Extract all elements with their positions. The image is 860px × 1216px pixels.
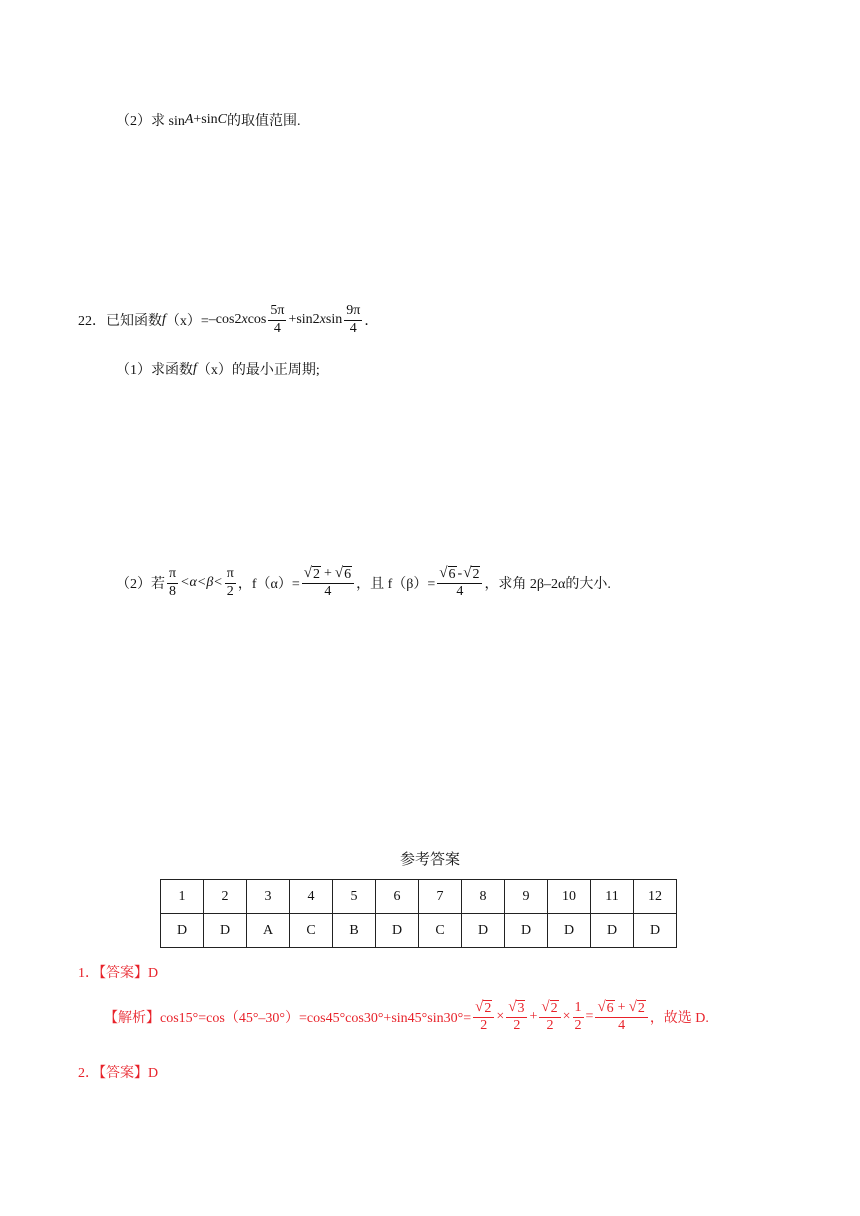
frac-den: 4: [324, 584, 332, 600]
sqrt: √ 2: [541, 999, 558, 1016]
fraction-1-2: [573, 1001, 584, 1033]
sqrt: √ 2: [463, 565, 480, 582]
frac-den: 4: [273, 320, 281, 336]
q22-part1-pre: （1）求函数: [116, 363, 193, 378]
radicand: 2: [484, 1001, 492, 1016]
fraction-5pi-4: [268, 304, 286, 336]
table-row: [161, 914, 677, 948]
fraction-pi-8: [167, 567, 178, 599]
fraction-sqrt2-2: [473, 1000, 494, 1034]
q22-prefix: 22．已知函数: [78, 314, 162, 330]
table-cell-number: 1: [161, 880, 204, 914]
q22-minus-cos: –cos2: [208, 312, 242, 328]
plus-sign: +: [323, 565, 332, 581]
radicand: 6: [344, 567, 352, 582]
sqrt: √ 2: [303, 565, 320, 582]
fraction-9pi-4: [344, 304, 362, 336]
frac-num: [437, 566, 482, 584]
frac-den: 2: [513, 1018, 521, 1034]
table-cell-choice: D: [376, 914, 419, 948]
table-cell-choice: D: [505, 914, 548, 948]
frac-den: 4: [456, 584, 464, 600]
times-sign: ×: [562, 1009, 571, 1025]
fraction-sqrt6-minus-sqrt2: [437, 566, 482, 600]
frac-num: [506, 1000, 527, 1018]
q22-sin: sin: [325, 312, 343, 328]
minus-sign: -: [457, 565, 463, 581]
frac-num: 5π: [268, 304, 286, 321]
radicand: 6: [448, 567, 456, 582]
table-cell-number: 11: [591, 880, 634, 914]
table-cell-number: 10: [548, 880, 591, 914]
table-cell-number: 6: [376, 880, 419, 914]
radicand: 2: [472, 567, 480, 582]
func-f: f: [162, 312, 166, 328]
fraction-pi-2: [225, 567, 236, 599]
table-cell-number: 4: [290, 880, 333, 914]
fraction-sqrt3-2: [506, 1000, 527, 1034]
table-cell-choice: D: [634, 914, 677, 948]
sqrt: √ 2: [475, 999, 492, 1016]
q22-part1: [116, 359, 320, 379]
var-C: C: [217, 112, 227, 127]
frac-den: 2: [546, 1018, 554, 1034]
inequality: <α<β<: [180, 575, 223, 591]
radicand: 6: [606, 1001, 614, 1016]
sqrt: √ 6: [597, 999, 614, 1016]
frac-den: 2: [480, 1018, 488, 1034]
fraction-sqrt2-plus-sqrt6: [302, 566, 354, 600]
table-cell-number: 2: [204, 880, 247, 914]
radicand: 3: [517, 1001, 525, 1016]
frac-num: π: [167, 567, 178, 584]
func-f: f: [193, 361, 197, 376]
q21-part2-label: （2）求 sin: [116, 114, 185, 129]
table-cell-choice: C: [290, 914, 333, 948]
frac-num: [473, 1000, 494, 1018]
frac-num: [302, 566, 354, 584]
table-cell-number: 5: [333, 880, 376, 914]
q21-part2: [116, 110, 300, 130]
q22-plus-sin2: +sin2: [288, 312, 320, 328]
q22-end: ．: [364, 314, 379, 330]
times-sign: ×: [496, 1009, 505, 1025]
fraction-sqrt2-2: [539, 1000, 560, 1034]
table-cell-choice: D: [161, 914, 204, 948]
q22-part2-tail: ，求角 2β–2α的大小.: [484, 577, 611, 593]
frac-num: π: [225, 567, 236, 584]
table-cell-number: 3: [247, 880, 290, 914]
q22-paren-x: （x）=: [165, 314, 209, 330]
f-alpha: ，f（α）=: [237, 577, 300, 593]
analysis-expression: cos15°=cos（45°–30°）=cos45°cos30°+sin45°sin30°=: [160, 1011, 472, 1027]
var-A: A: [184, 112, 194, 127]
frac-num: [539, 1000, 560, 1018]
answers-title: 参考答案: [400, 852, 461, 868]
radicand: 2: [637, 1001, 645, 1016]
q22-part1-post: （x）的最小正周期;: [196, 363, 320, 378]
frac-num: 9π: [344, 304, 362, 321]
table-cell-choice: A: [247, 914, 290, 948]
table-cell-choice: D: [591, 914, 634, 948]
q21-part2-rest: 的取值范围.: [226, 114, 301, 129]
var-x: x: [241, 312, 248, 328]
fraction-result: [595, 1000, 647, 1034]
q22-part2: [116, 566, 611, 600]
solution1-analysis: [104, 1000, 709, 1034]
frac-den: 8: [169, 583, 177, 599]
table-cell-choice: D: [462, 914, 505, 948]
frac-den: 4: [349, 320, 357, 336]
table-cell-choice: D: [548, 914, 591, 948]
plus-sign: +: [617, 999, 626, 1015]
sqrt: √ 6: [439, 565, 456, 582]
solution2-answer: 2．【答案】D: [78, 1066, 159, 1081]
table-cell-choice: C: [419, 914, 462, 948]
frac-den: 2: [574, 1017, 582, 1033]
q22-statement: [78, 304, 378, 336]
radicand: 2: [550, 1001, 558, 1016]
sqrt: √ 2: [628, 999, 645, 1016]
radicand: 2: [312, 567, 320, 582]
solution1-answer: 1．【答案】D: [78, 966, 159, 981]
table-cell-number: 9: [505, 880, 548, 914]
f-beta: ，且 f（β）=: [356, 577, 436, 593]
q21-plus-sin: +sin: [193, 112, 218, 127]
conclusion: ，故选 D.: [649, 1011, 709, 1027]
table-cell-number: 12: [634, 880, 677, 914]
frac-num: [595, 1000, 647, 1018]
frac-den: 2: [226, 583, 234, 599]
equals-sign: =: [585, 1009, 594, 1025]
table-cell-number: 8: [462, 880, 505, 914]
table-cell-choice: B: [333, 914, 376, 948]
q22-part2-pre: （2）若: [116, 577, 165, 593]
table-cell-number: 7: [419, 880, 462, 914]
analysis-label: 【解析】: [104, 1011, 160, 1027]
sqrt: √ 3: [508, 999, 525, 1016]
table-cell-choice: D: [204, 914, 247, 948]
plus-sign: +: [529, 1009, 538, 1025]
sqrt: √ 6: [334, 565, 352, 582]
var-x: x: [319, 312, 326, 328]
table-row: [161, 880, 677, 914]
q22-cos: cos: [247, 312, 267, 328]
frac-den: 4: [618, 1018, 626, 1034]
frac-num: 1: [573, 1001, 584, 1018]
answer-table: [160, 879, 677, 948]
